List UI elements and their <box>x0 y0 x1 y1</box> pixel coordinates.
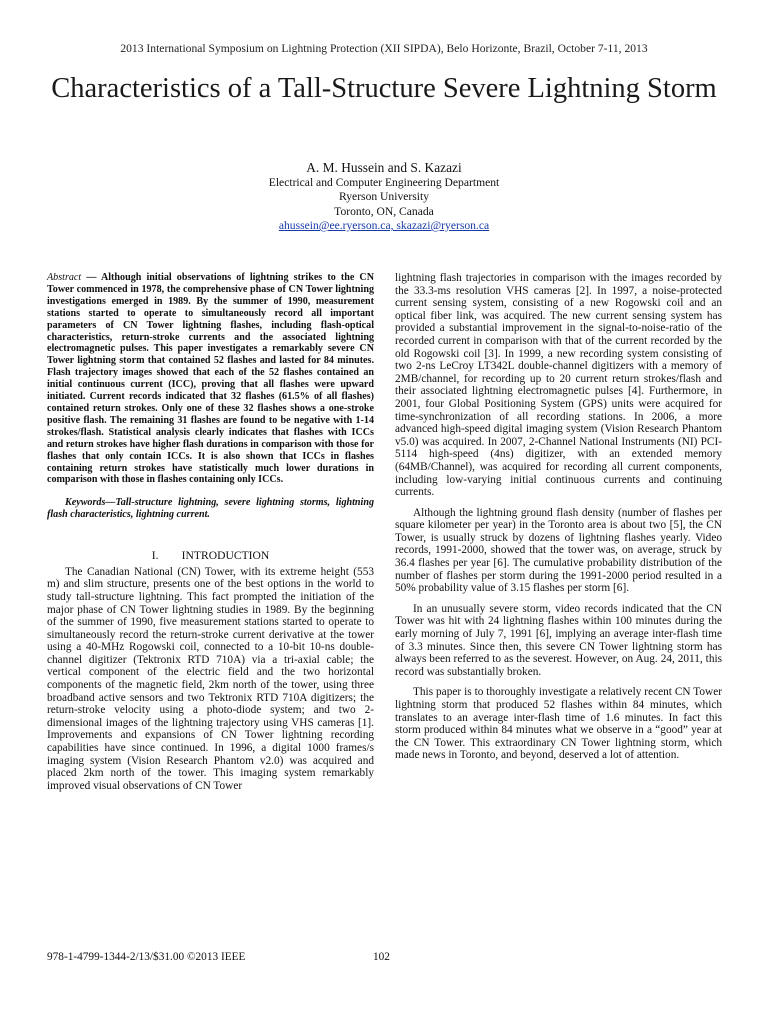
abstract-text: — Although initial observations of lightning strikes to the CN Tower commenced in 1978, the comprehensive phase of CN Tower lightning investigations emerged in 1989. By the summer of 1990, measurement stations started to operate to simultaneously record all important parameters of CN Tower lightning flashes, including flash-optical characteristics, return-stroke currents and the associated lightning electromagnetic pulses. This paper investigates a remarkably severe CN Tower lightning storm that contained 52 flashes and lasted for 84 minutes. Flash trajectory images showed that each of the 52 flashes contained an initial continuous current (ICC), proving that all flashes were upward initiated. Current records indicated that 32 flashes (61.5% of all flashes) contained return strokes. Only one of these 32 flashes shows a one-stroke positive flash. The remaining 31 flashes are found to be negative with 1-14 strokes/flash. Statistical analysis clearly indicates that flashes with ICCs and return strokes have higher flash durations in comparison with those for flashes that only contain ICCs. It is also shown that ICCs in flashes containing return strokes have statistically much lower durations in comparison with those in flashes containing only ICCs. <box>47 272 374 486</box>
abstract <box>47 272 374 486</box>
section-heading: I. INTRODUCTION <box>151 549 270 563</box>
abstract-label: Abstract <box>47 272 82 283</box>
department: Electrical and Computer Engineering Department <box>268 176 500 189</box>
footer-isbn: 978-1-4799-1344-2/13/$31.00 ©2013 IEEE <box>47 951 246 963</box>
email-link[interactable]: ahussein@ee.ryerson.ca, skazazi@ryerson.ca <box>278 218 490 232</box>
author-block <box>0 160 768 233</box>
paper-title: Characteristics of a Tall-Structure Severe Lightning Storm <box>51 73 717 104</box>
keywords: Keywords—Tall-structure lightning, severe lightning storms, lightning flash characteristics, lightning current. <box>47 497 374 521</box>
location: Toronto, ON, Canada <box>334 204 434 218</box>
left-column <box>47 272 374 792</box>
body-paragraph: This paper is to thoroughly investigate a relatively recent CN Tower lightning storm that produced 52 flashes within 84 minutes, which translates to an average inter-flash time of 1.6 minutes. In fact this storm produced within 84 minutes what we observe in a “good” year at the CN Tower. This extraordinary CN Tower lightning storm, which made news in Toronto, and beyond, deserved a lot of attention. <box>395 686 722 762</box>
conference-header: 2013 International Symposium on Lightning Protection (XII SIPDA), Belo Horizonte, Brazil, October 7-11, 2013 <box>120 42 648 55</box>
university: Ryerson University <box>338 190 430 204</box>
body-paragraph: lightning flash trajectories in comparison with the images recorded by the 33.3-ms resolution VHS cameras [2]. In 1997, a noise-protected current sensing system, consisting of a new Rogowski coil and an optical fiber link, was acquired. The new current sensing system has provided a substantial improvement in the signal-to-noise-ratio of the recorded current in comparison with that of the current recorded by the old Rogowski coil [3]. In 1999, a new recording system consisting of two 2-ns LeCroy LT342L double-channel digitizers with a memory of 2MB/channel, for recording up to 20 current return strokes/flash and their associated lightning electromagnetic pulses [4]. Furthermore, in 2001, four Global Positioning System (GPS) units were acquired for time-synchronization of all recording stations. In 2006, a more advanced high-speed digital imaging system (Vision Research Phantom v5.0) was acquired. In 2007, 2-Channel National Instruments (NI) PCI-5114 high-speed (4ns) digitizer, with an extended memory (64MB/Channel), was acquired for recording all current components, including low-varying initial continuous currents and continuing currents. <box>395 272 722 499</box>
right-column <box>395 272 722 762</box>
authors: A. M. Hussein and S. Kazazi <box>306 160 462 175</box>
page-number: 102 <box>373 951 390 963</box>
body-paragraph: In an unusually severe storm, video records indicated that the CN Tower was hit with 24 lightning flashes within 100 minutes during the early morning of July 7, 1991 [6], implying an average inter-flash time of 3.3 minutes. Since then, this severe CN Tower lightning storm has always been referred to as the severest. However, on Aug. 24, 2011, this record was substantially broken. <box>395 602 722 678</box>
body-paragraph: The Canadian National (CN) Tower, with its extreme height (553 m) and slim structure, presents one of the best options in the world to study tall-structure lightning. This fact prompted the initiation of the major phase of CN Tower lightning studies in 1989. By the beginning of the summer of 1990, five measurement stations started to operate to simultaneously record the return-stroke current derivative at the tower using a 40-MHz Rogowski coil, connected to a 10-bit 10-ns double-channel digitizer (Tektronix RTD 710A) via a tri-axial cable; the vertical component of the electric field and the two horizontal components of the magnetic field, 2km north of the tower, using three broadband active sensors and two Tektronix RTD 710A digitizers; the return-stroke velocity using a photo-diode system; and two 2-dimensional images of the lightning trajectory using VHS cameras [1]. Improvements and expansions of CN Tower lightning recording capabilities have since continued. In 1996, a digital 1000 frames/s imaging system (Vision Research Phantom v2.0) was acquired and placed 2km north of the tower. This imaging system remarkably improved visual observations of CN Tower <box>47 565 374 792</box>
body-paragraph: Although the lightning ground flash density (number of flashes per square kilometer per year) in the Toronto area is about two [5], the CN Tower, is usually struck by dozens of lightning flashes yearly. Video records, 1991-2000, showed that the tower was, on average, struck by 36.4 flashes per year [6]. The cumulative probability distribution of the number of flashes per storm during the 1991-2000 period resulted in a 50% probability value of 3.15 flashes per storm [6]. <box>395 506 722 595</box>
